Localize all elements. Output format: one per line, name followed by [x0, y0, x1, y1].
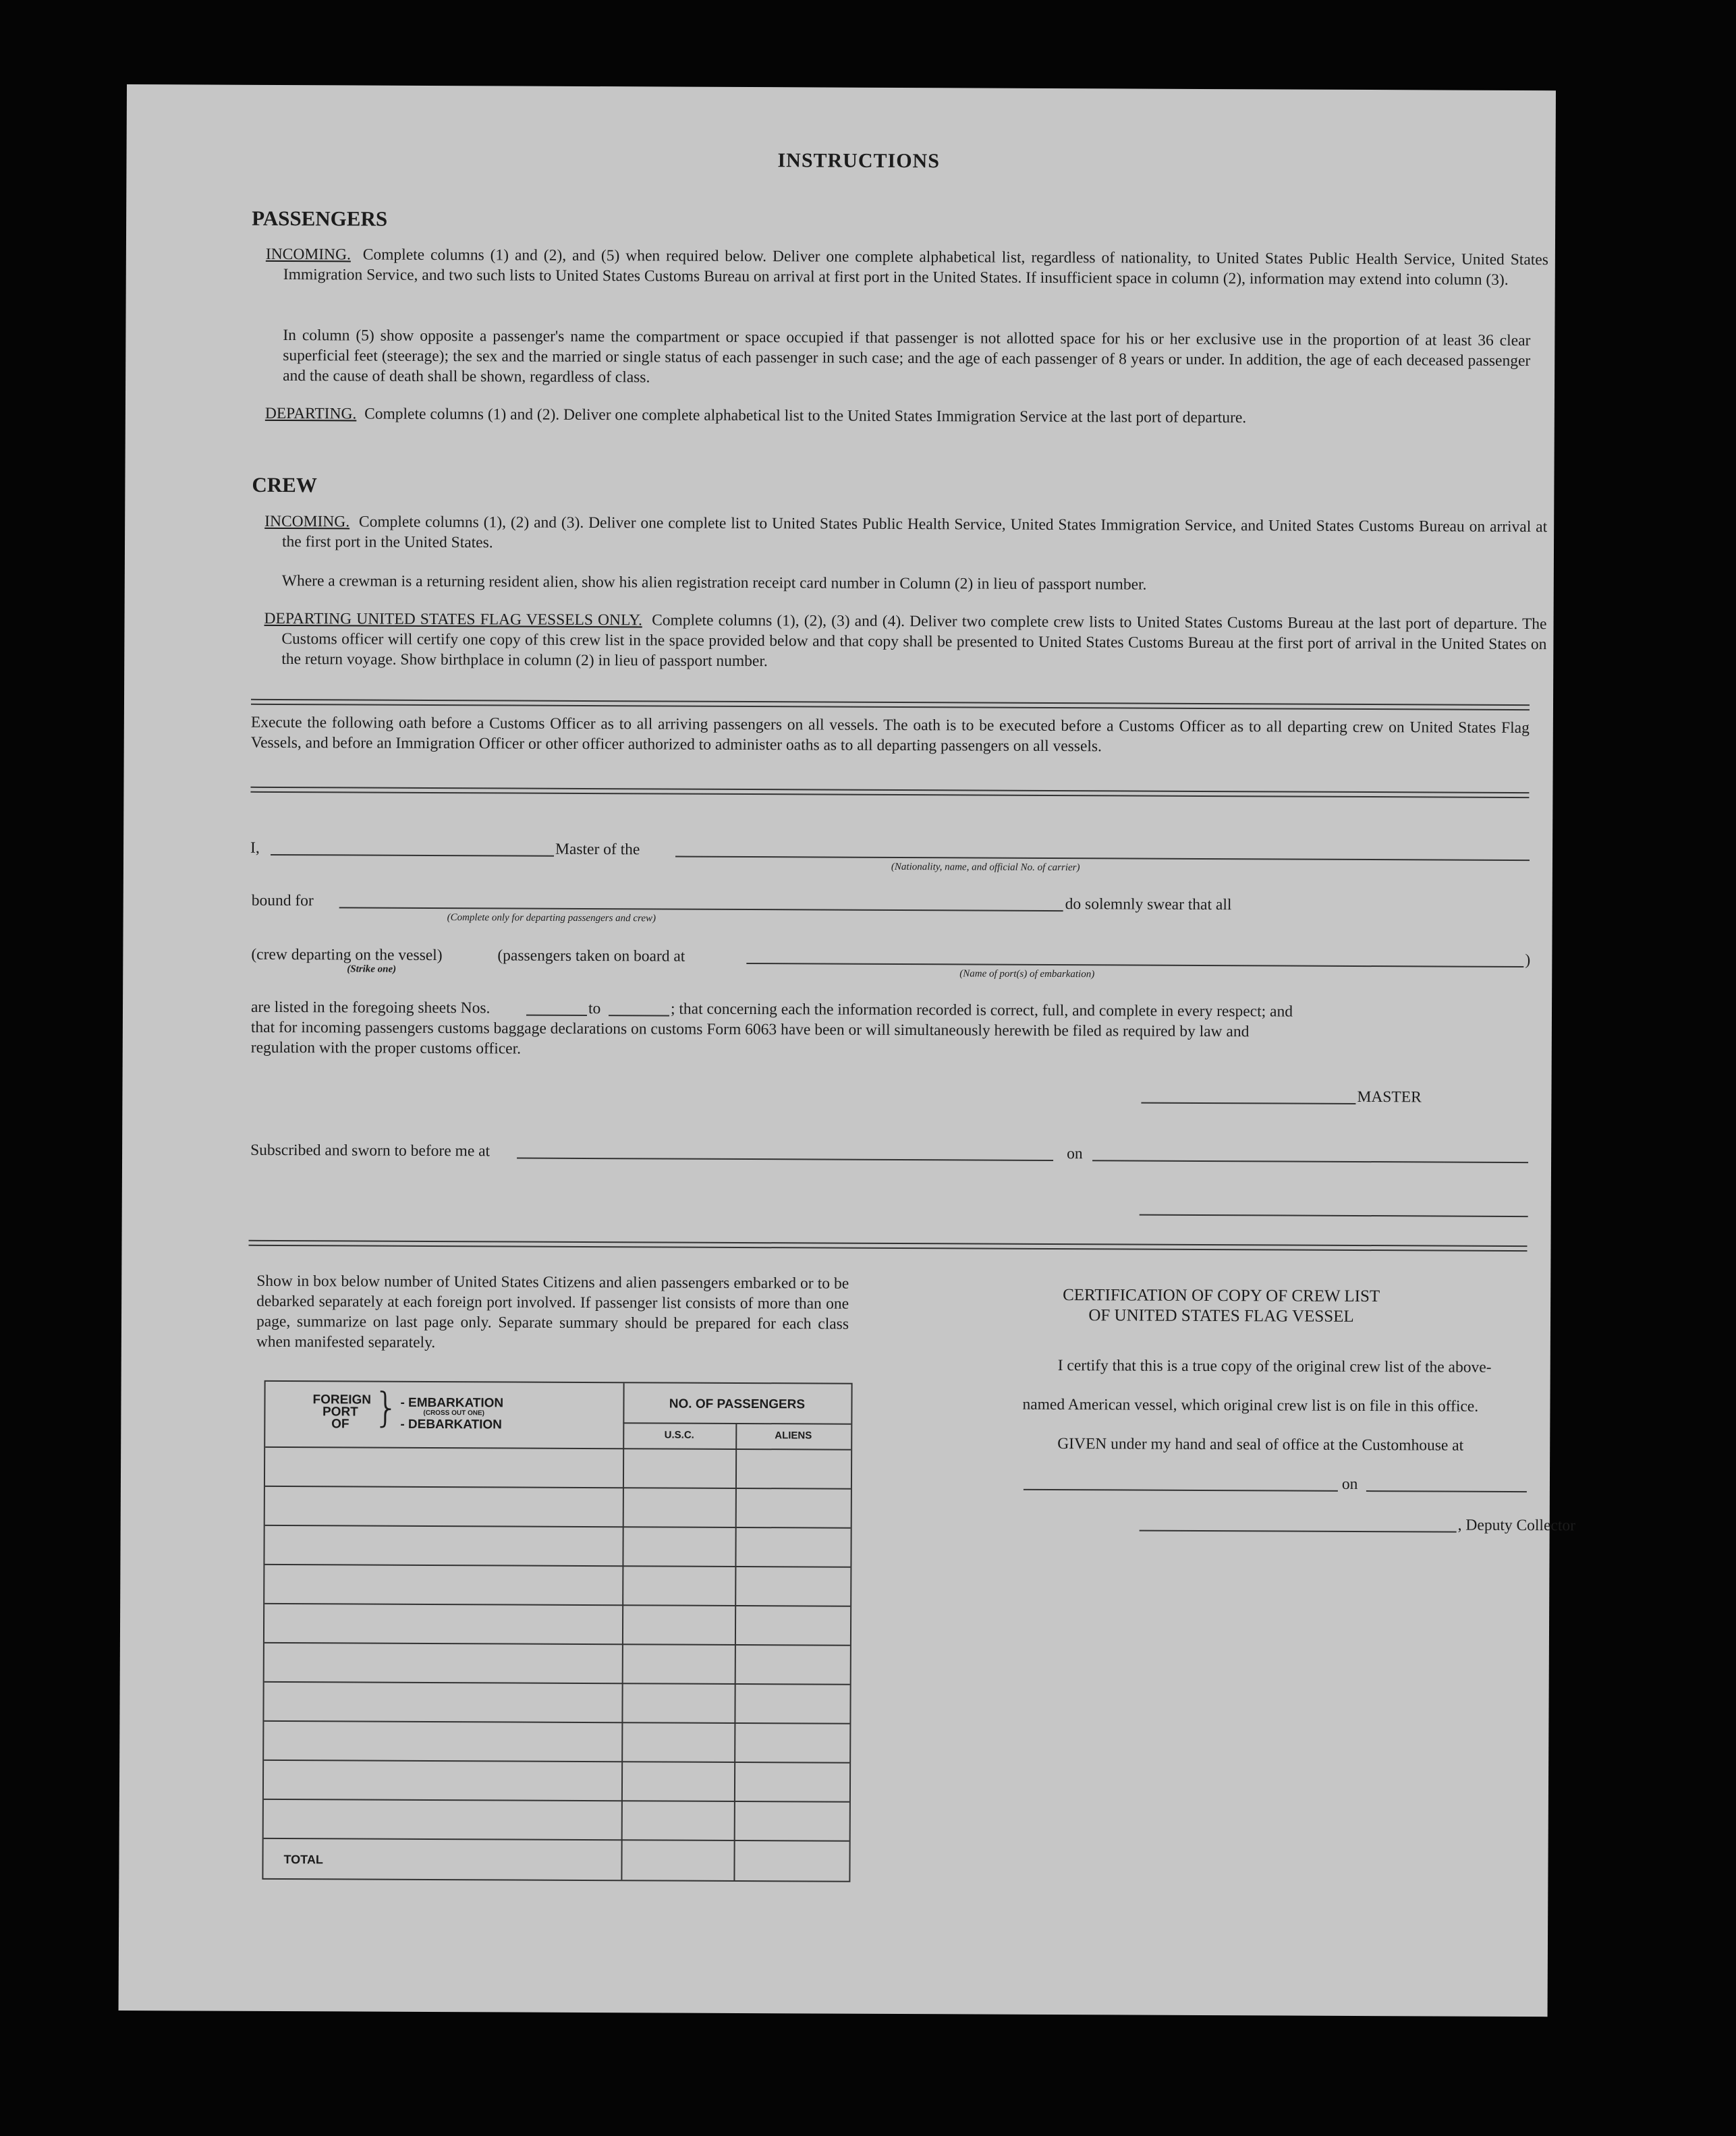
crew-departing-text: Complete columns (1), (2), (3) and (4). Deliver two complete crew lists to United States Customs Bureau at the last port of departure. The Customs officer will certify one copy of this crew list in the space provided below and that copy shall be presented to United States Customs Bureau at the first port of arrival in the United States on the return voyage. Show birthplace in column (2) in lieu of passport number. — [281, 611, 1547, 671]
master-signature-field[interactable] — [1141, 1102, 1355, 1104]
sworn-date-field[interactable] — [1092, 1160, 1528, 1163]
embarkation-option[interactable]: - EMBARKATION — [400, 1395, 504, 1411]
table-row — [264, 1564, 850, 1568]
crew-departing-instructions — [264, 609, 1546, 675]
deputy-signature-field[interactable] — [1140, 1530, 1457, 1533]
page-title: INSTRUCTIONS — [777, 149, 940, 173]
aliens-header: ALIENS — [775, 1430, 812, 1442]
crew-incoming-instructions — [264, 511, 1547, 557]
crew-departing-option[interactable]: (crew departing on the vessel) — [251, 945, 443, 965]
crew-departing-label: DEPARTING UNITED STATES FLAG VESSELS ONLY. — [264, 609, 642, 629]
table-divider — [623, 1422, 851, 1424]
sheet-to-field[interactable] — [609, 1015, 669, 1016]
divider-2 — [250, 787, 1529, 798]
divider-1 — [251, 699, 1530, 710]
table-row — [265, 1486, 851, 1490]
cross-out-one-caption: (CROSS OUT ONE) — [423, 1409, 484, 1417]
passengers-incoming-instructions — [266, 244, 1548, 290]
sheet-from-field[interactable] — [526, 1015, 587, 1016]
strike-one-caption: (Strike one) — [347, 963, 397, 975]
certification-heading — [1019, 1285, 1424, 1328]
table-divider — [621, 1383, 624, 1880]
oath-i-label: I, — [250, 839, 260, 857]
certification-on-label: on — [1341, 1475, 1358, 1493]
bound-for-label: bound for — [251, 891, 314, 910]
passengers-incoming-text: Complete columns (1) and (2), and (5) when required below. Deliver one complete alphabetical list, regardless of nationality, to United States Public Health Service, United States Immigration Service, and two such lists to United States Customs Bureau on arrival at first port in the United States. If insufficient space in column (2), information may extend into column (3). — [283, 246, 1548, 289]
table-row — [264, 1720, 849, 1724]
certify-line-2: named American vessel, which original crew list is on file in this office. — [1022, 1395, 1479, 1415]
certify-line-1: I certify that this is a true copy of the original crew list of the above- — [1057, 1357, 1492, 1376]
crew-resident-alien-instructions: Where a crewman is a returning resident alien, show his alien registration receipt card number in Column (2) in lieu of passport number. — [281, 572, 1147, 594]
divider-3 — [248, 1240, 1527, 1252]
debarkation-option[interactable]: - DEBARKATION — [400, 1417, 502, 1432]
summary-instructions: Show in box below number of United States Citizens and alien passengers embarked or to be debarked separately at each foreign port involved. If passenger list consists of more than one page, summarize on last page only. Separate summary should be prepared for each class when manifested separately. — [256, 1272, 849, 1352]
master-of-label: Master of the — [555, 840, 640, 859]
table-row — [264, 1838, 849, 1842]
certification-heading-line-1: CERTIFICATION OF COPY OF CREW LIST — [1063, 1286, 1380, 1306]
table-header-bottom — [265, 1446, 851, 1451]
table-row — [264, 1681, 850, 1685]
sworn-at-field[interactable] — [517, 1158, 1053, 1161]
sworn-on-label: on — [1067, 1145, 1083, 1163]
subscribed-label: Subscribed and sworn to before me at — [250, 1141, 491, 1160]
usc-header: U.S.C. — [664, 1429, 694, 1441]
sheets-to-label: to — [588, 999, 601, 1018]
sheets-text-2: that for incoming passengers customs baggage declarations on customs Form 6063 have been or will simultaneously herewith be filed as required by law and — [250, 1018, 1250, 1041]
customhouse-field[interactable] — [1024, 1489, 1338, 1492]
swear-label: do solemnly swear that all — [1065, 895, 1232, 914]
header-foreign: FOREIGN — [312, 1393, 372, 1407]
passengers-incoming-label: INCOMING. — [265, 245, 351, 264]
crew-heading: CREW — [252, 472, 317, 497]
crew-incoming-text: Complete columns (1), (2) and (3). Deliver one complete list to United States Public Health Service, United States Immigration Service, and United States Customs Bureau on arrival at the first port in the United States. — [281, 513, 1548, 552]
table-row — [264, 1760, 849, 1764]
officer-signature-field[interactable] — [1140, 1214, 1528, 1218]
table-row — [264, 1799, 849, 1803]
departing-caption: (Complete only for departing passengers and crew) — [447, 912, 656, 924]
table-row — [265, 1525, 851, 1529]
bound-for-field[interactable] — [339, 907, 1063, 911]
carrier-caption: (Nationality, name, and official No. of carrier) — [891, 861, 1080, 874]
sheets-label: are listed in the foregoing sheets Nos. — [250, 998, 491, 1017]
deputy-collector-label: , Deputy Collector — [1457, 1516, 1576, 1535]
carrier-field[interactable] — [675, 856, 1530, 862]
given-line: GIVEN under my hand and seal of office at the Customhouse at — [1057, 1435, 1464, 1455]
no-of-passengers-header: NO. OF PASSENGERS — [669, 1397, 806, 1412]
table-row — [264, 1603, 850, 1607]
close-paren: ) — [1525, 951, 1531, 969]
ports-caption: (Name of port(s) of embarkation) — [959, 968, 1095, 980]
foreign-port-of-header — [312, 1393, 372, 1432]
header-port: PORT — [322, 1405, 358, 1420]
crew-incoming-label: INCOMING. — [264, 512, 350, 531]
passengers-taken-option[interactable]: (passengers taken on board at — [497, 947, 685, 965]
passenger-summary-table — [262, 1380, 852, 1882]
master-label: MASTER — [1357, 1088, 1422, 1106]
ports-of-embarkation-field[interactable] — [746, 963, 1523, 967]
brace-icon: } — [373, 1384, 399, 1432]
passengers-departing-instructions — [265, 403, 1548, 429]
passengers-column5-instructions: In column (5) show opposite a passenger's name the compartment or space occupied if that passenger is not allotted space for his or her exclusive use in the proportion of at least 36 clear superficial feet (steerage); the sex and the married or single status of each passenger in such case; and the age of each passenger of 8 years or under. In addition, the age of each deceased passenger and the cause of death shall be shown, regardless of class. — [283, 327, 1531, 387]
master-name-field[interactable] — [271, 854, 554, 857]
oath-instructions: Execute the following oath before a Customs Officer as to all arriving passengers on all vessels. The oath is to be executed before a Customs Officer as to all departing crew on United States Flag Vessels, and before an Immigration Officer or other officer authorized to administer oaths as to all departing passengers on all vessels. — [250, 713, 1530, 756]
table-row — [264, 1642, 850, 1646]
passengers-departing-label: DEPARTING. — [264, 404, 357, 423]
form-sheet — [119, 84, 1576, 2017]
certification-heading-line-2: OF UNITED STATES FLAG VESSEL — [1088, 1306, 1354, 1326]
sheets-text-1: ; that concerning each the information recorded is correct, full, and complete in every respect; and — [670, 1000, 1293, 1021]
certification-date-field[interactable] — [1366, 1490, 1527, 1492]
passengers-departing-text: Complete columns (1) and (2). Deliver one complete alphabetical list to the United States Immigration Service at the last port of departure. — [364, 405, 1247, 427]
sheets-text-3: regulation with the proper customs officer. — [250, 1038, 522, 1058]
header-of: OF — [331, 1417, 349, 1432]
total-label: TOTAL — [283, 1853, 323, 1867]
passengers-heading: PASSENGERS — [252, 206, 388, 231]
table-divider — [733, 1423, 737, 1880]
